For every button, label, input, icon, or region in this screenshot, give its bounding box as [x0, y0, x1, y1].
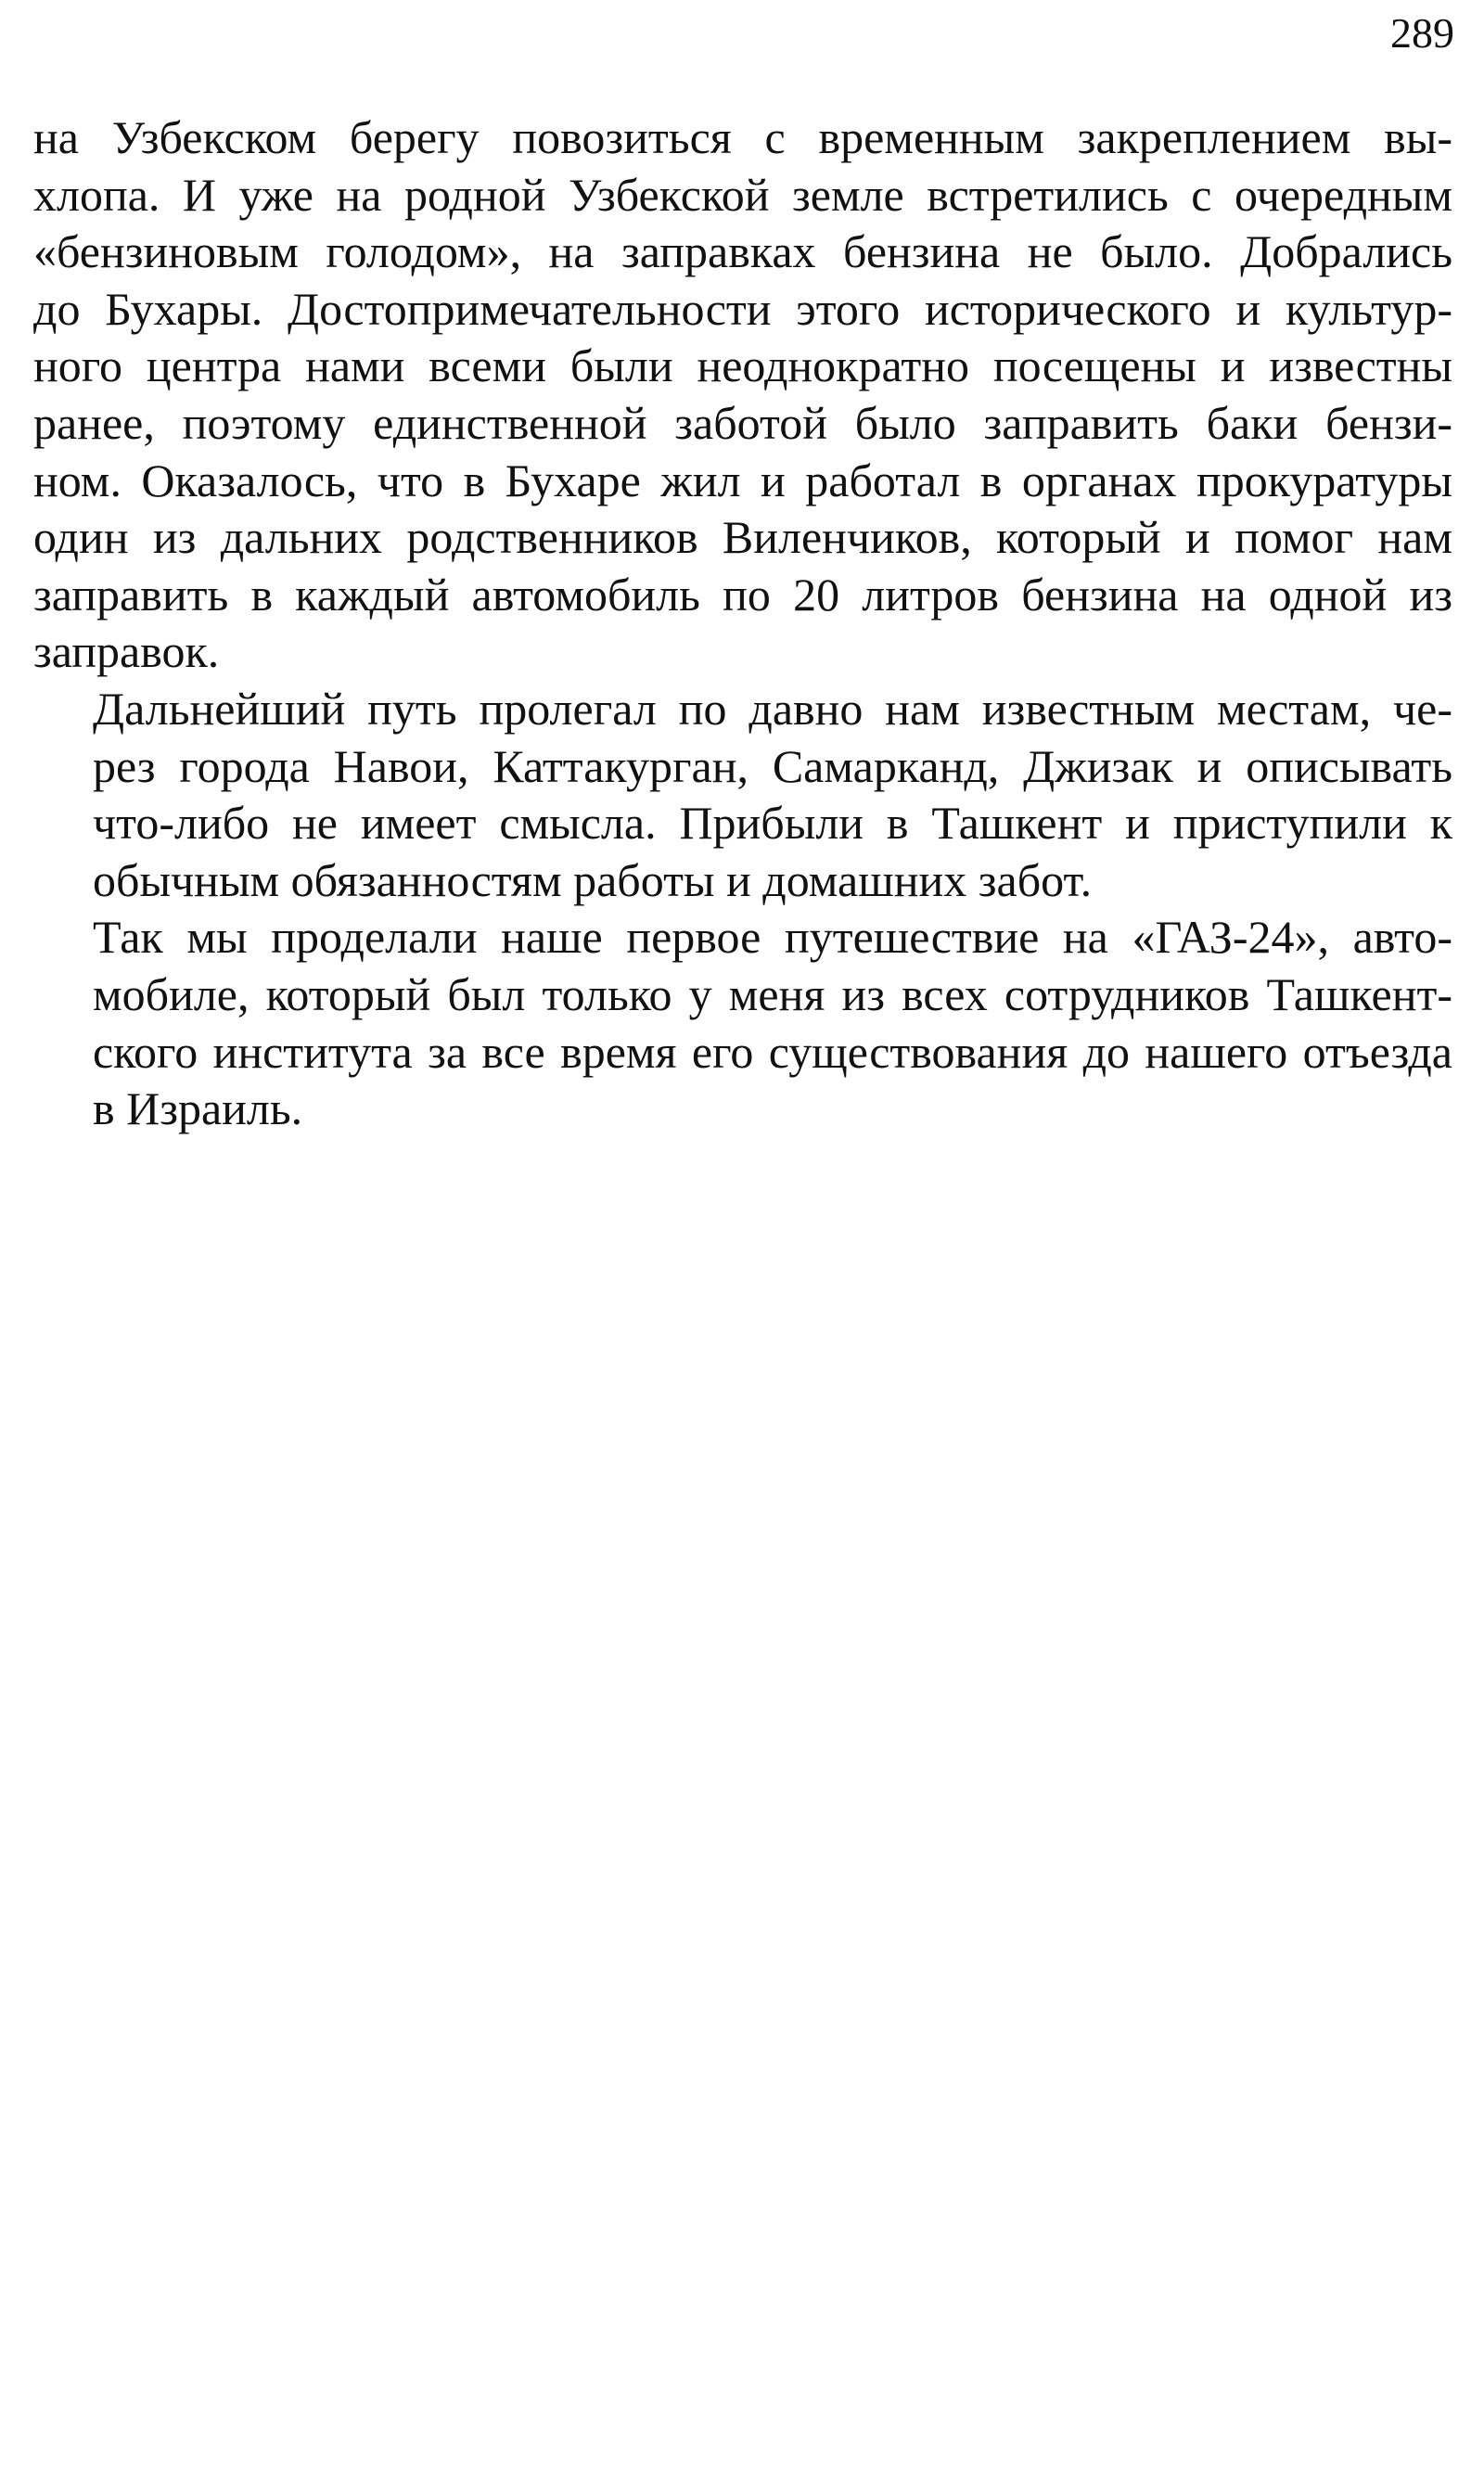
text-line: один из дальних родственников Виленчиков, который и помог нам [33, 511, 1452, 564]
paragraph-1 [33, 109, 1452, 681]
text-line: Так мы проделали наше первое путешествие на «ГАЗ-24», авто- [93, 911, 1452, 964]
text-line: ного центра нами всеми были неоднократно посещены и известны [33, 339, 1452, 392]
text-line: что-либо не имеет смысла. Прибыли в Ташкент и приступили к [93, 797, 1452, 850]
paragraph-3 [33, 909, 1452, 1137]
page-number: 289 [1390, 9, 1454, 57]
text-line: мобиле, который был только у меня из всех сотрудников Ташкент- [93, 967, 1452, 1020]
text-line: хлопа. И уже на родной Узбекской земле встретились с очередным [33, 168, 1452, 221]
text-line: заправить в каждый автомобиль по 20 литров бензина на одной из [33, 568, 1452, 621]
text-line: обычным обязанностям работы и домашних забот. [93, 853, 1093, 906]
text-line: на Узбекском берегу повозиться с временным закреплением вы- [33, 111, 1452, 163]
text-line: в Израиль. [93, 1082, 303, 1135]
text-line: рез города Навои, Каттакурган, Самарканд, Джизак и описывать [93, 739, 1452, 792]
text-line: «бензиновым голодом», на заправках бензина не было. Добрались [33, 225, 1452, 278]
text-line: Дальнейший путь пролегал по давно нам известным местам, че- [93, 682, 1452, 735]
text-line: до Бухары. Достопримечательности этого исторического и культур- [33, 282, 1452, 335]
text-line: ном. Оказалось, что в Бухаре жил и работал в органах прокуратуры [33, 454, 1452, 506]
body-text [33, 109, 1452, 1138]
paragraph-2 [33, 681, 1452, 909]
text-line: ского института за все время его существования до нашего отъезда [93, 1025, 1452, 1078]
text-line: заправок. [33, 625, 220, 678]
text-line: ранее, поэтому единственной заботой было заправить баки бензи- [33, 396, 1452, 449]
